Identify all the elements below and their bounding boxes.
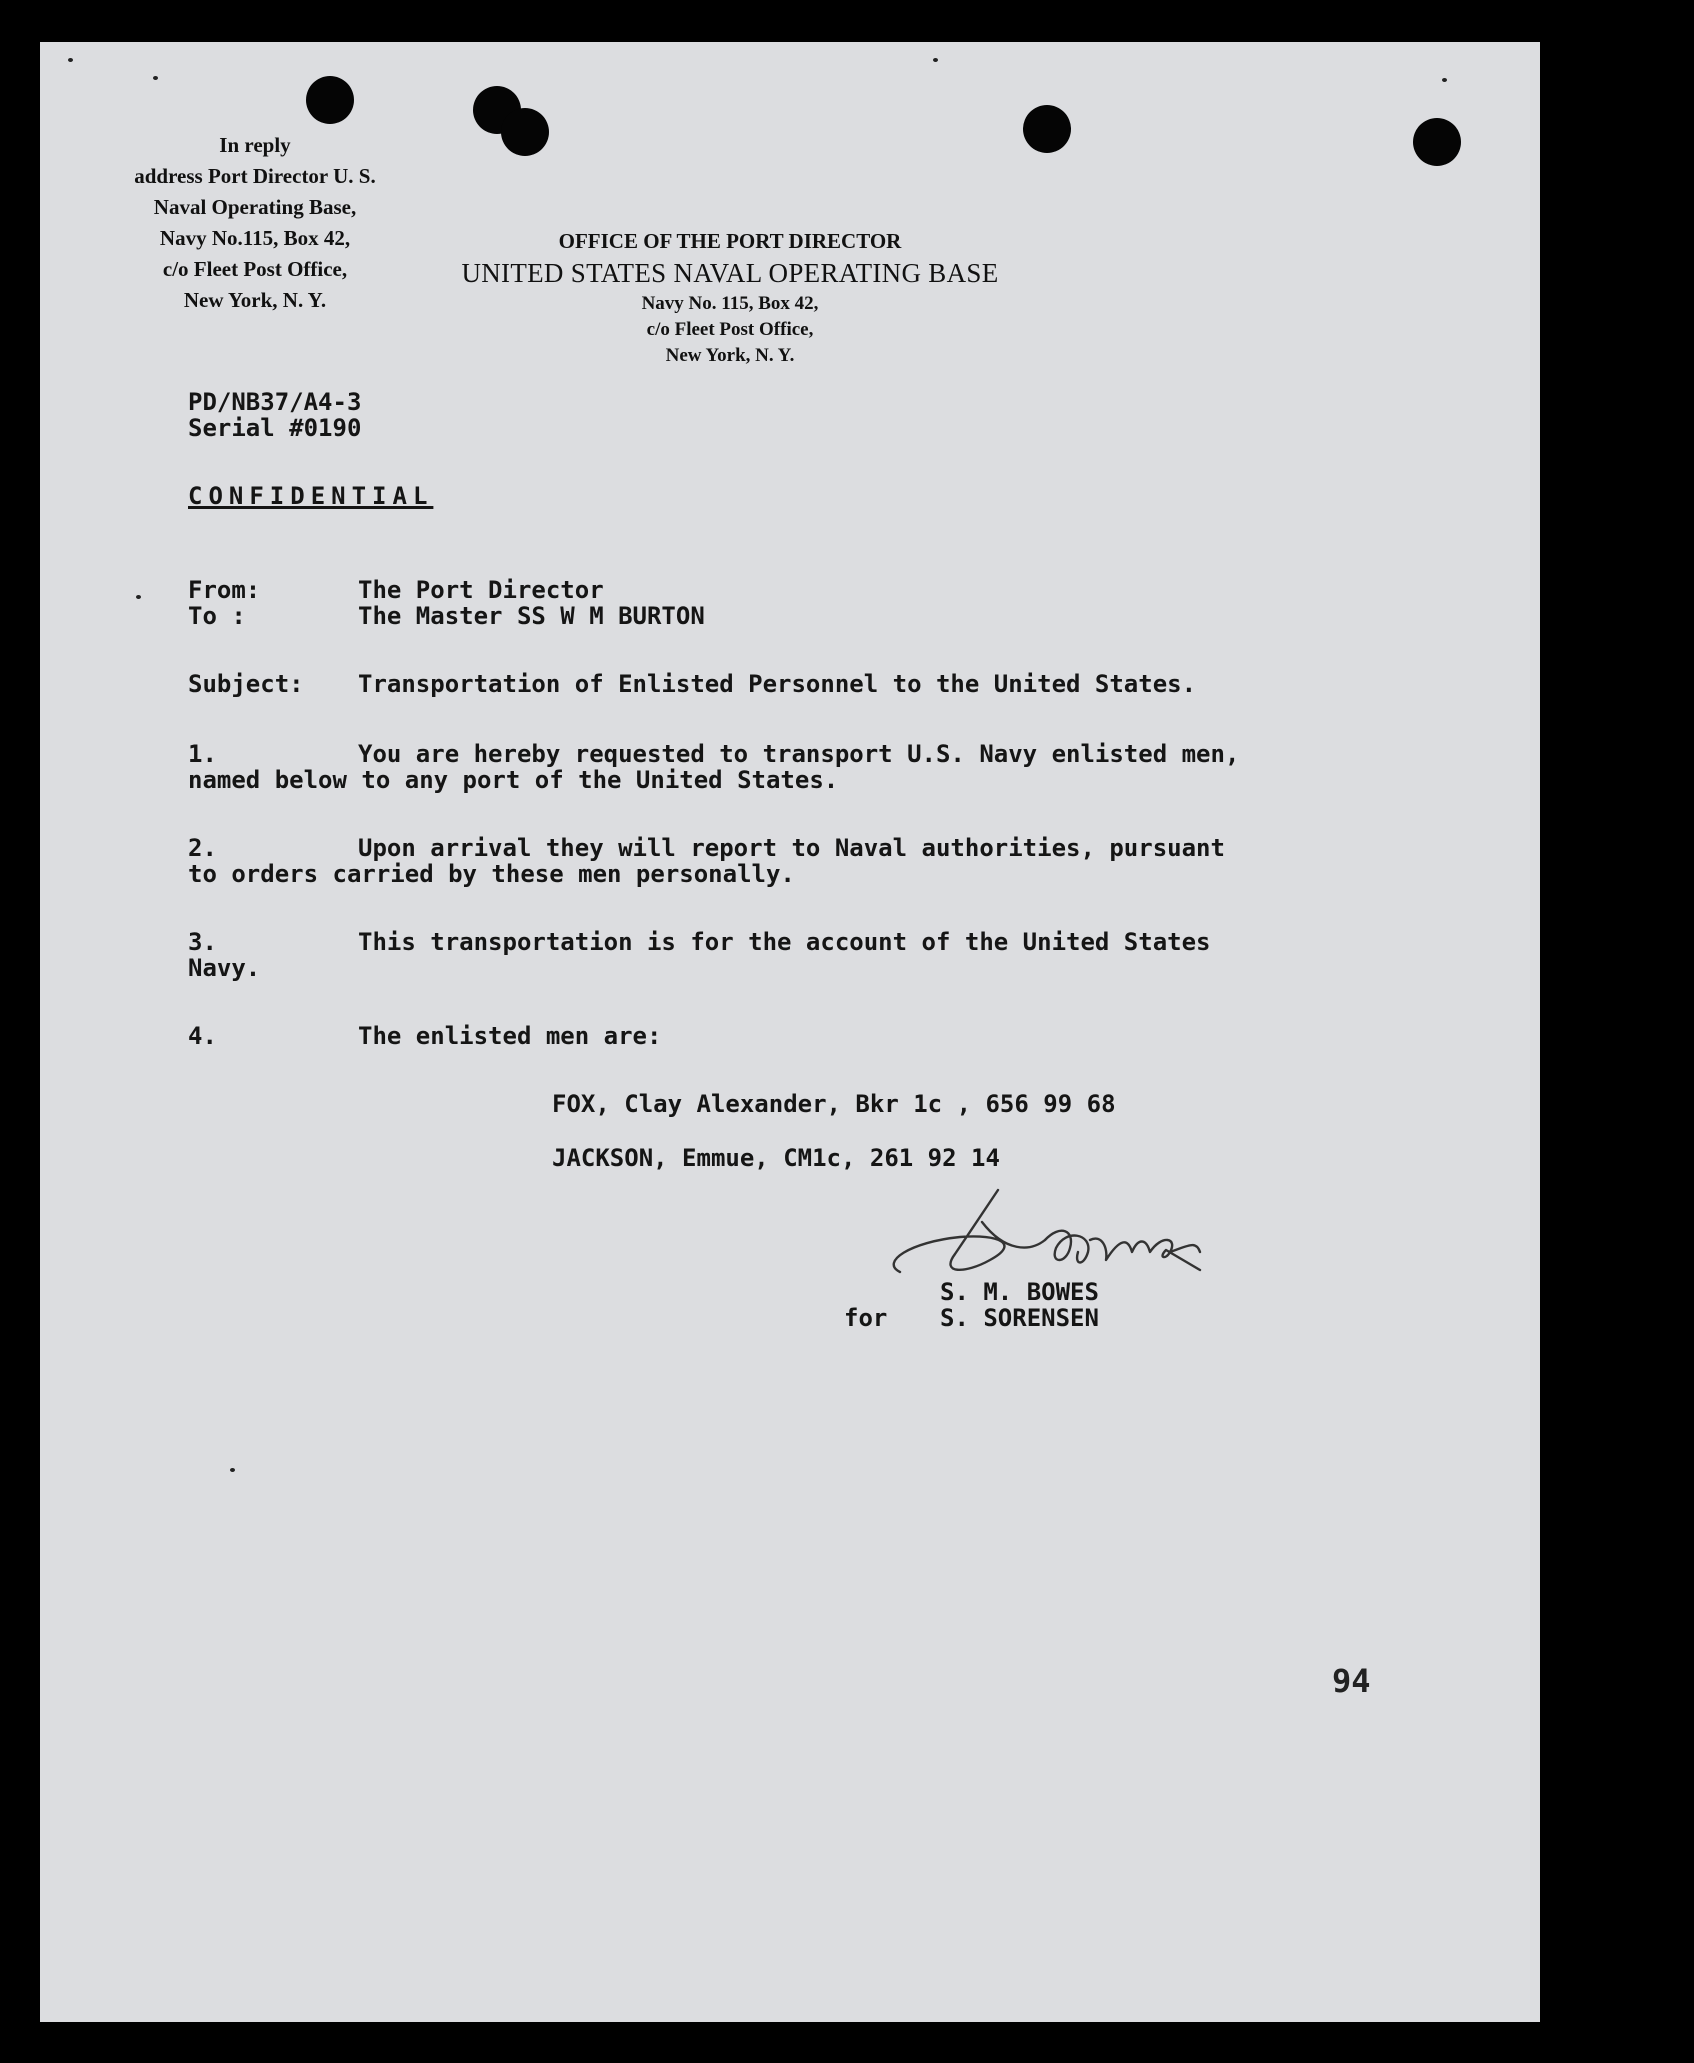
paragraph-text: The enlisted men are:: [358, 1022, 662, 1050]
classification-heading: CONFIDENTIAL: [188, 482, 434, 510]
letterhead-office: OFFICE OF THE PORT DIRECTOR: [558, 229, 902, 253]
paper-speck: [68, 58, 73, 62]
page-number: 94: [1332, 1662, 1371, 1700]
signer-name: S. M. BOWES: [940, 1278, 1099, 1306]
punch-hole: [501, 108, 549, 156]
from-label: From:: [188, 576, 261, 604]
punch-hole: [1413, 118, 1461, 166]
paragraph-text: named below to any port of the United States.: [188, 766, 839, 794]
reply-line: c/o Fleet Post Office,: [162, 257, 348, 281]
letterhead-address-line: Navy No. 115, Box 42,: [641, 293, 819, 314]
enlisted-man-entry: FOX, Clay Alexander, Bkr 1c , 656 99 68: [552, 1090, 1116, 1118]
paper-speck: [1442, 78, 1447, 82]
signer-principal: S. SORENSEN: [940, 1304, 1099, 1332]
paper-speck: [153, 76, 158, 80]
letterhead-base: UNITED STATES NAVAL OPERATING BASE: [461, 258, 999, 288]
paragraph-text: This transportation is for the account of the United States: [358, 928, 1211, 956]
paragraph-text: You are hereby requested to transport U.S. Navy enlisted men,: [358, 740, 1240, 768]
subject-label: Subject:: [188, 670, 304, 698]
reply-line: Naval Operating Base,: [153, 195, 357, 219]
paragraph-number: 2.: [188, 834, 217, 862]
reply-line: address Port Director U. S.: [134, 164, 376, 188]
subject-value: Transportation of Enlisted Personnel to the United States.: [358, 670, 1197, 698]
paragraph-text: Upon arrival they will report to Naval authorities, pursuant: [358, 834, 1225, 862]
letterhead-address-line: c/o Fleet Post Office,: [646, 319, 814, 340]
paragraph-text: to orders carried by these men personally.: [188, 860, 795, 888]
paper-speck: [933, 58, 938, 62]
letterhead: [460, 226, 1000, 369]
reply-line: In reply: [219, 133, 291, 157]
paragraph-number: 4.: [188, 1022, 217, 1050]
to-value: The Master SS W M BURTON: [358, 602, 705, 630]
reply-address-block: [95, 130, 415, 316]
enlisted-man-entry: JACKSON, Emmue, CM1c, 261 92 14: [552, 1144, 1000, 1172]
paragraph-number: 1.: [188, 740, 217, 768]
letterhead-address-line: New York, N. Y.: [665, 345, 795, 366]
punch-hole: [306, 76, 354, 124]
paper-speck: [136, 595, 141, 599]
paragraph-text: Navy.: [188, 954, 261, 982]
to-label: To :: [188, 602, 246, 630]
file-code: PD/NB37/A4-3: [188, 388, 362, 416]
reply-line: New York, N. Y.: [183, 288, 327, 312]
paper-speck: [230, 1468, 235, 1472]
paragraph-number: 3.: [188, 928, 217, 956]
punch-hole: [1023, 105, 1071, 153]
signer-for-label: for: [844, 1304, 888, 1332]
serial-number: Serial #0190: [188, 414, 362, 442]
reply-line: Navy No.115, Box 42,: [159, 226, 351, 250]
document-page: [40, 42, 1540, 2022]
from-value: The Port Director: [358, 576, 604, 604]
